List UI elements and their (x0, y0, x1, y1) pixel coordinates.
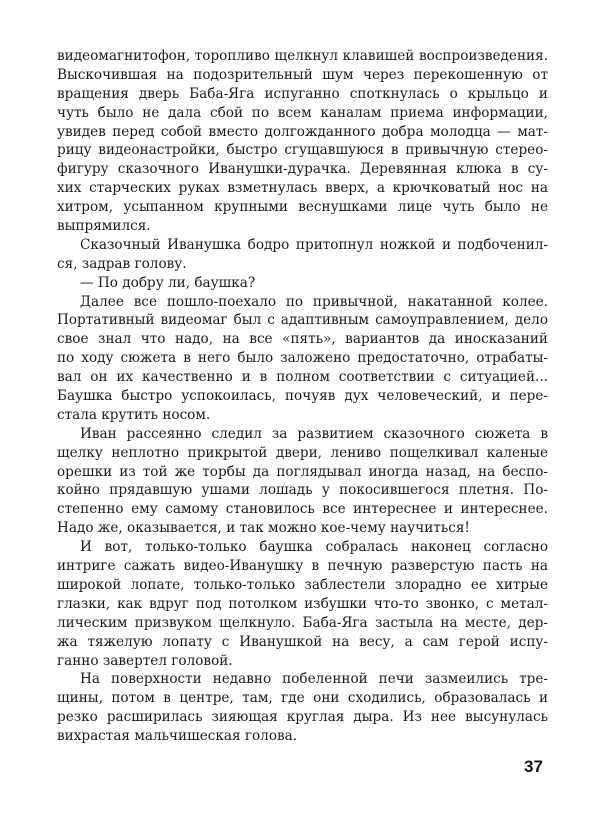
text-line: вращения дверь Баба-Яга испуганно споткнулась о крыльцо и (57, 85, 548, 102)
paragraph (57, 293, 548, 425)
text-line: ганно завертел головой. (57, 652, 233, 669)
text-line: койно прядавшую ушами лошадь у покосившегося плетня. По- (57, 482, 548, 499)
page-number: 37 (524, 757, 543, 776)
text-line: — По добру ли, баушка? (80, 274, 256, 291)
paragraph (57, 47, 548, 236)
text-line: хитром, усыпанном крупными веснушками лице чуть было не (57, 199, 548, 216)
text-line: широкой лопате, только-только заблестели злорадно ее хитрые (57, 576, 548, 593)
text-line: вихрастая мальчишеская голова. (57, 728, 298, 745)
text-line: Баушка быстро успокоилась, почуяв дух человеческий, и пере- (57, 388, 548, 405)
text-line: На поверхности недавно побеленной печи зазмеились тре- (80, 671, 548, 688)
paragraph (57, 425, 548, 538)
text-line: вал он их качественно и в полном соответствии с ситуацией... (57, 369, 548, 386)
text-line: по ходу сюжета в него было заложено предостаточно, отрабаты- (57, 350, 548, 367)
text-line: Выскочившая на подозрительный шум через перекошенную от (57, 66, 548, 83)
text-line: выпрямился. (57, 218, 151, 235)
text-line: жа тяжелую лопату с Иванушкой на весу, а сам герой испу- (57, 633, 548, 650)
text-line: орешки из той же торбы да поглядывал иногда назад, на беспо- (57, 463, 548, 480)
page-body (57, 47, 548, 746)
text-line: И вот, только-только баушка собралась наконец согласно (80, 539, 548, 556)
text-line: Иван рассеянно следил за развитием сказочного сюжета в (80, 425, 548, 442)
text-line: Далее все пошло-поехало по привычной, накатанной колее. (80, 293, 548, 310)
text-line: лическим призвуком щелкнуло. Баба-Яга застыла на месте, дер- (57, 614, 548, 631)
text-line: свое знал что надо, на все «пять», вариантов да иносказаний (57, 331, 548, 348)
text-line: щины, потом в центре, там, где они сходились, образовалась и (57, 690, 548, 707)
text-line: увидев перед собой вместо долгожданного добра молодца — мат- (57, 123, 548, 140)
text-line: щелку неплотно прикрытой двери, лениво пощелкивал каленые (57, 444, 548, 461)
text-line: Сказочный Иванушка бодро притопнул ножкой и подбоченил- (80, 236, 548, 253)
text-line: интриге сажать видео-Иванушку в печную разверстую пасть на (57, 558, 548, 575)
text-line: глазки, как вдруг под потолком избушки что-то звонко, с метал- (57, 595, 548, 612)
text-line: хих старческих руках взметнулась вверх, а крючковатый нос на (57, 180, 548, 197)
text-line: Надо же, оказывается, и так можно кое-чему научиться! (57, 520, 470, 537)
text-line: резко расширилась зияющая круглая дыра. Из нее высунулась (57, 709, 548, 726)
text-line: степенно ему самому становилось все интереснее и интереснее. (57, 501, 548, 518)
paragraph (57, 670, 548, 746)
paragraph (57, 538, 548, 670)
text-line: Портативный видеомаг был с адаптивным самоуправлением, дело (57, 312, 548, 329)
text-line: стала крутить носом. (57, 406, 211, 423)
text-line: видеомагнитофон, торопливо щелкнул клавишей воспроизведения. (57, 48, 548, 64)
text-line: чуть было не дала сбой по всем каналам приема информации, (57, 104, 548, 121)
paragraph (57, 236, 548, 274)
dialogue-line (57, 274, 548, 293)
text-line: ся, задрав голову. (57, 255, 187, 272)
text-line: рицу видеонастройки, быстро сгущавшуюся в привычную стерео- (57, 142, 548, 159)
text-line: фигуру сказочного Иванушки-дурачка. Деревянная клюка в су- (57, 161, 548, 178)
